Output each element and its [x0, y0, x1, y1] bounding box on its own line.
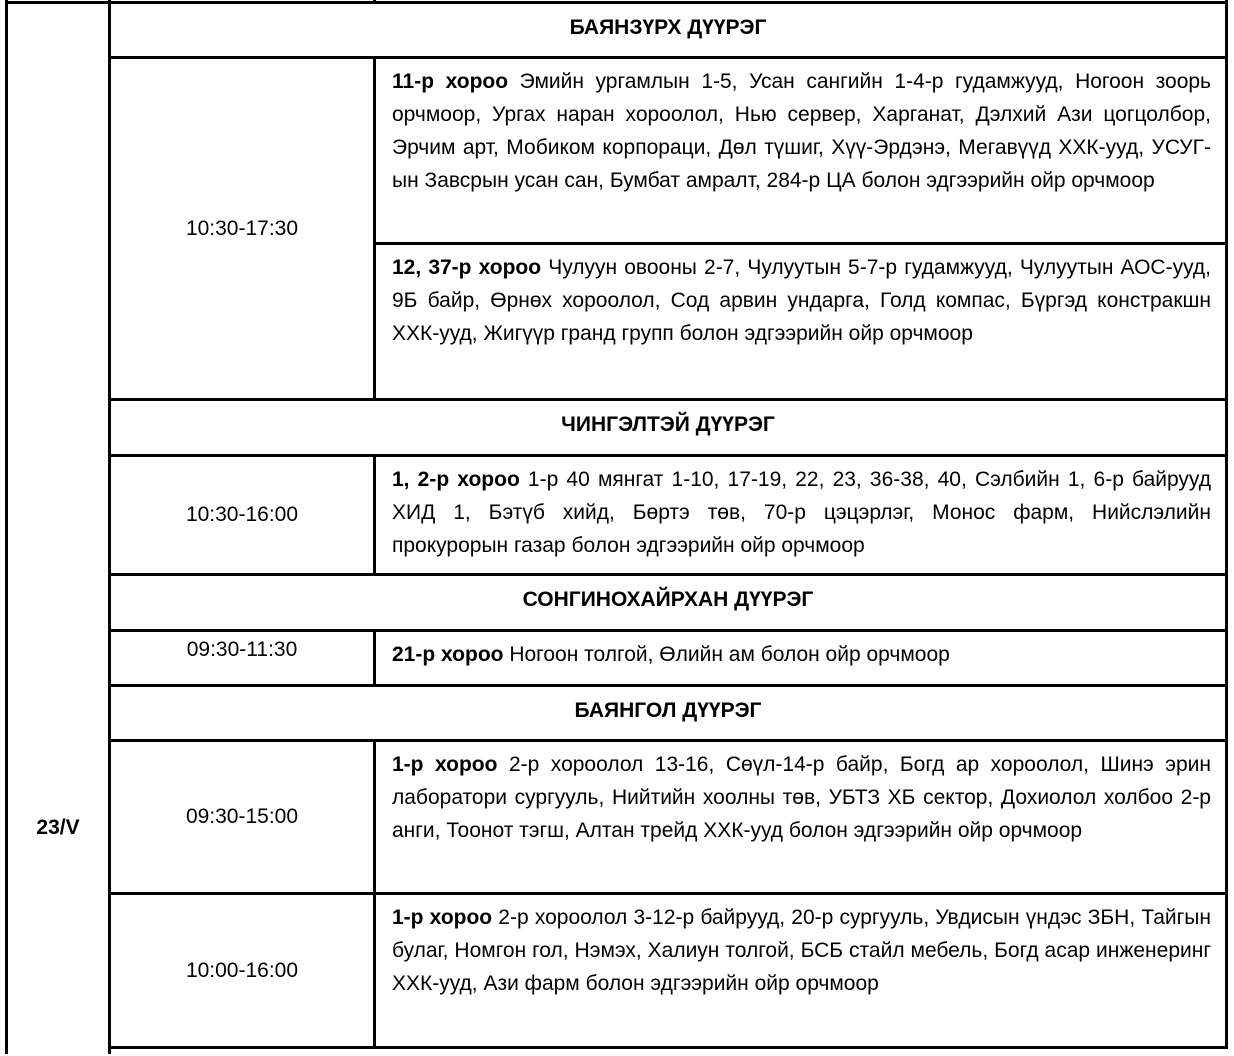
- time-cell: [111, 59, 373, 398]
- khoroo-label: 12, 37-р хороо: [392, 256, 542, 279]
- district-header: [111, 401, 1225, 454]
- location-cell: [376, 632, 1225, 684]
- district-header: [111, 687, 1225, 739]
- khoroo-label: 21-р хороо: [392, 643, 504, 666]
- location-list: Эмийн ургамлын 1-5, Усан сангийн 1-4-р гудамжууд, Ногоон зоорь орчмоор, Ургах наран хороолол, Нью сервер, Харганат, Дэлхий Ази цогцолбор, Эрчим арт, Мобиком корпораци, Дөл түшиг, Хүү-Эрдэнэ, Мегавүүд ХХК-ууд, УСУГ-ын Завсрын усан сан, Бумбат амралт, 284-р ЦА болон эдгээрийн ойр орчмоор: [392, 70, 1212, 192]
- location-list: 1-р 40 мянгат 1-10, 17-19, 22, 23, 36-38, 40, Сэлбийн 1, 6-р байрууд ХИД 1, Бэтүб хийд, Бөртэ төв, 70-р цэцэрлэг, Монос фарм, Нийслэлийн прокурорын газар болон эдгээрийн ойр орчмоор: [392, 468, 1211, 557]
- location-cell: [376, 59, 1225, 242]
- time-cell: [111, 457, 373, 573]
- location-cell: [376, 457, 1225, 573]
- location-list: 2-р хороолол 3-12-р байрууд, 20-р сургууль, Увдисын үндэс ЗБН, Тайгын булаг, Номгон гол, Нэмэх, Халиун толгой, БСБ стайл мебель, Богд асар инженеринг ХХК-ууд, Ази фарм болон эдгээрийн ойр орчмоор: [392, 906, 1211, 995]
- row-divider: [108, 1046, 1228, 1049]
- location-cell: [376, 895, 1225, 1046]
- border-right: [1225, 0, 1228, 1047]
- time-range: 10:00-16:00: [185, 958, 299, 982]
- location-list: 2-р хороолол 13-16, Сөүл-14-р байр, Богд ар хороолол, Шинэ эрин лаборатори сургууль, Нийтийн хоолны төв, УБТЗ ХБ сектор, Дохиолол холбоо 2-р анги, Тоонот тэгш, Алтан трейд ХХК-ууд болон эдгээрийн ойр орчмоор: [392, 753, 1211, 842]
- time-cell: [111, 895, 373, 1046]
- khoroo-label: 1-р хороо: [392, 906, 493, 929]
- time-range: 09:30-11:30: [186, 638, 298, 661]
- district-name: БАЯНЗҮРХ ДҮҮРЭГ: [569, 16, 767, 39]
- location-cell: [376, 742, 1225, 892]
- location-list: Ногоон толгой, Өлийн ам болон ойр орчмоор: [503, 643, 950, 666]
- khoroo-label: 1, 2-р хороо: [392, 468, 520, 491]
- khoroo-label: 1-р хороо: [392, 753, 498, 776]
- district-header: [111, 576, 1225, 629]
- location-list: Чулуун овооны 2-7, Чулуутын 5-7-р гудамжууд, Чулуутын АОС-ууд, 9Б байр, Өрнөх хороолол, Сод арвин ундарга, Голд компас, Бүргэд констракшн ХХК-ууд, Жигүүр гранд групп болон эдгээрийн ойр орчмоор: [392, 256, 1211, 345]
- time-cell: [111, 632, 373, 684]
- location-cell: [376, 245, 1225, 398]
- district-header: [111, 4, 1225, 56]
- time-range: 10:30-16:00: [185, 503, 299, 526]
- time-range: 09:30-15:00: [185, 805, 299, 828]
- date-label: 23/V: [36, 816, 80, 839]
- date-cell: [8, 600, 108, 1056]
- khoroo-label: 11-р хороо: [392, 70, 509, 93]
- district-name: СОНГИНОХАЙРХАН ДҮҮРЭГ: [522, 588, 814, 611]
- time-cell: [111, 742, 373, 892]
- time-range: 10:30-17:30: [185, 216, 299, 240]
- district-name: ЧИНГЭЛТЭЙ ДҮҮРЭГ: [561, 413, 775, 436]
- district-name: БАЯНГОЛ ДҮҮРЭГ: [574, 699, 762, 722]
